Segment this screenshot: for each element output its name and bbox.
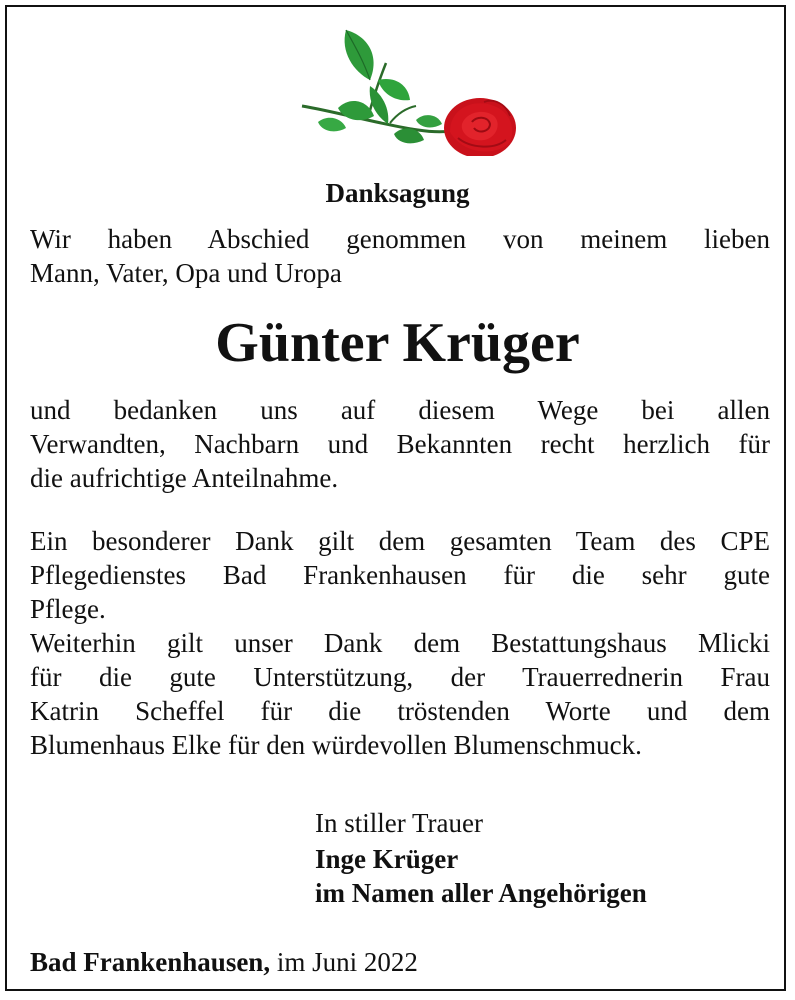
special-thanks-line: Blumenhaus Elke für den würdevollen Blumenschmuck. [30, 730, 642, 760]
signer-note: im Namen aller Angehörigen [315, 878, 647, 908]
special-thanks-line: Weiterhin gilt unser Dank dem Bestattungshaus Mlicki [30, 628, 770, 658]
rose-icon [298, 28, 520, 156]
thanks-line: Verwandten, Nachbarn und Bekannten recht herzlich für [30, 429, 770, 459]
notice-heading: Danksagung [325, 178, 470, 208]
thanks-line: und bedanken uns auf diesem Wege bei allen [30, 395, 770, 425]
intro-line: Wir haben Abschied genommen von meinem lieben [30, 224, 770, 254]
special-thanks-line: Katrin Scheffel für die tröstenden Worte und dem [30, 696, 770, 726]
thanks-paragraph [30, 393, 770, 495]
intro-line: Mann, Vater, Opa und Uropa [30, 258, 342, 288]
place: Bad Frankenhausen, [30, 947, 271, 977]
intro-paragraph [30, 222, 770, 290]
special-thanks-line: Pflegedienstes Bad Frankenhausen für die sehr gute [30, 560, 770, 590]
special-thanks-line: Ein besonderer Dank gilt dem gesamten Team des CPE [30, 526, 770, 556]
special-thanks-line: Pflege. [30, 594, 106, 624]
mourning-phrase: In stiller Trauer [315, 808, 483, 838]
place-date [30, 944, 418, 980]
special-thanks-line: für die gute Unterstützung, der Trauerrednerin Frau [30, 662, 770, 692]
deceased-name: Günter Krüger [215, 312, 580, 374]
date: im Juni 2022 [270, 947, 418, 977]
special-thanks-paragraph [30, 524, 770, 762]
signer-name: Inge Krüger [315, 844, 459, 874]
thanks-line: die aufrichtige Anteilnahme. [30, 463, 339, 493]
